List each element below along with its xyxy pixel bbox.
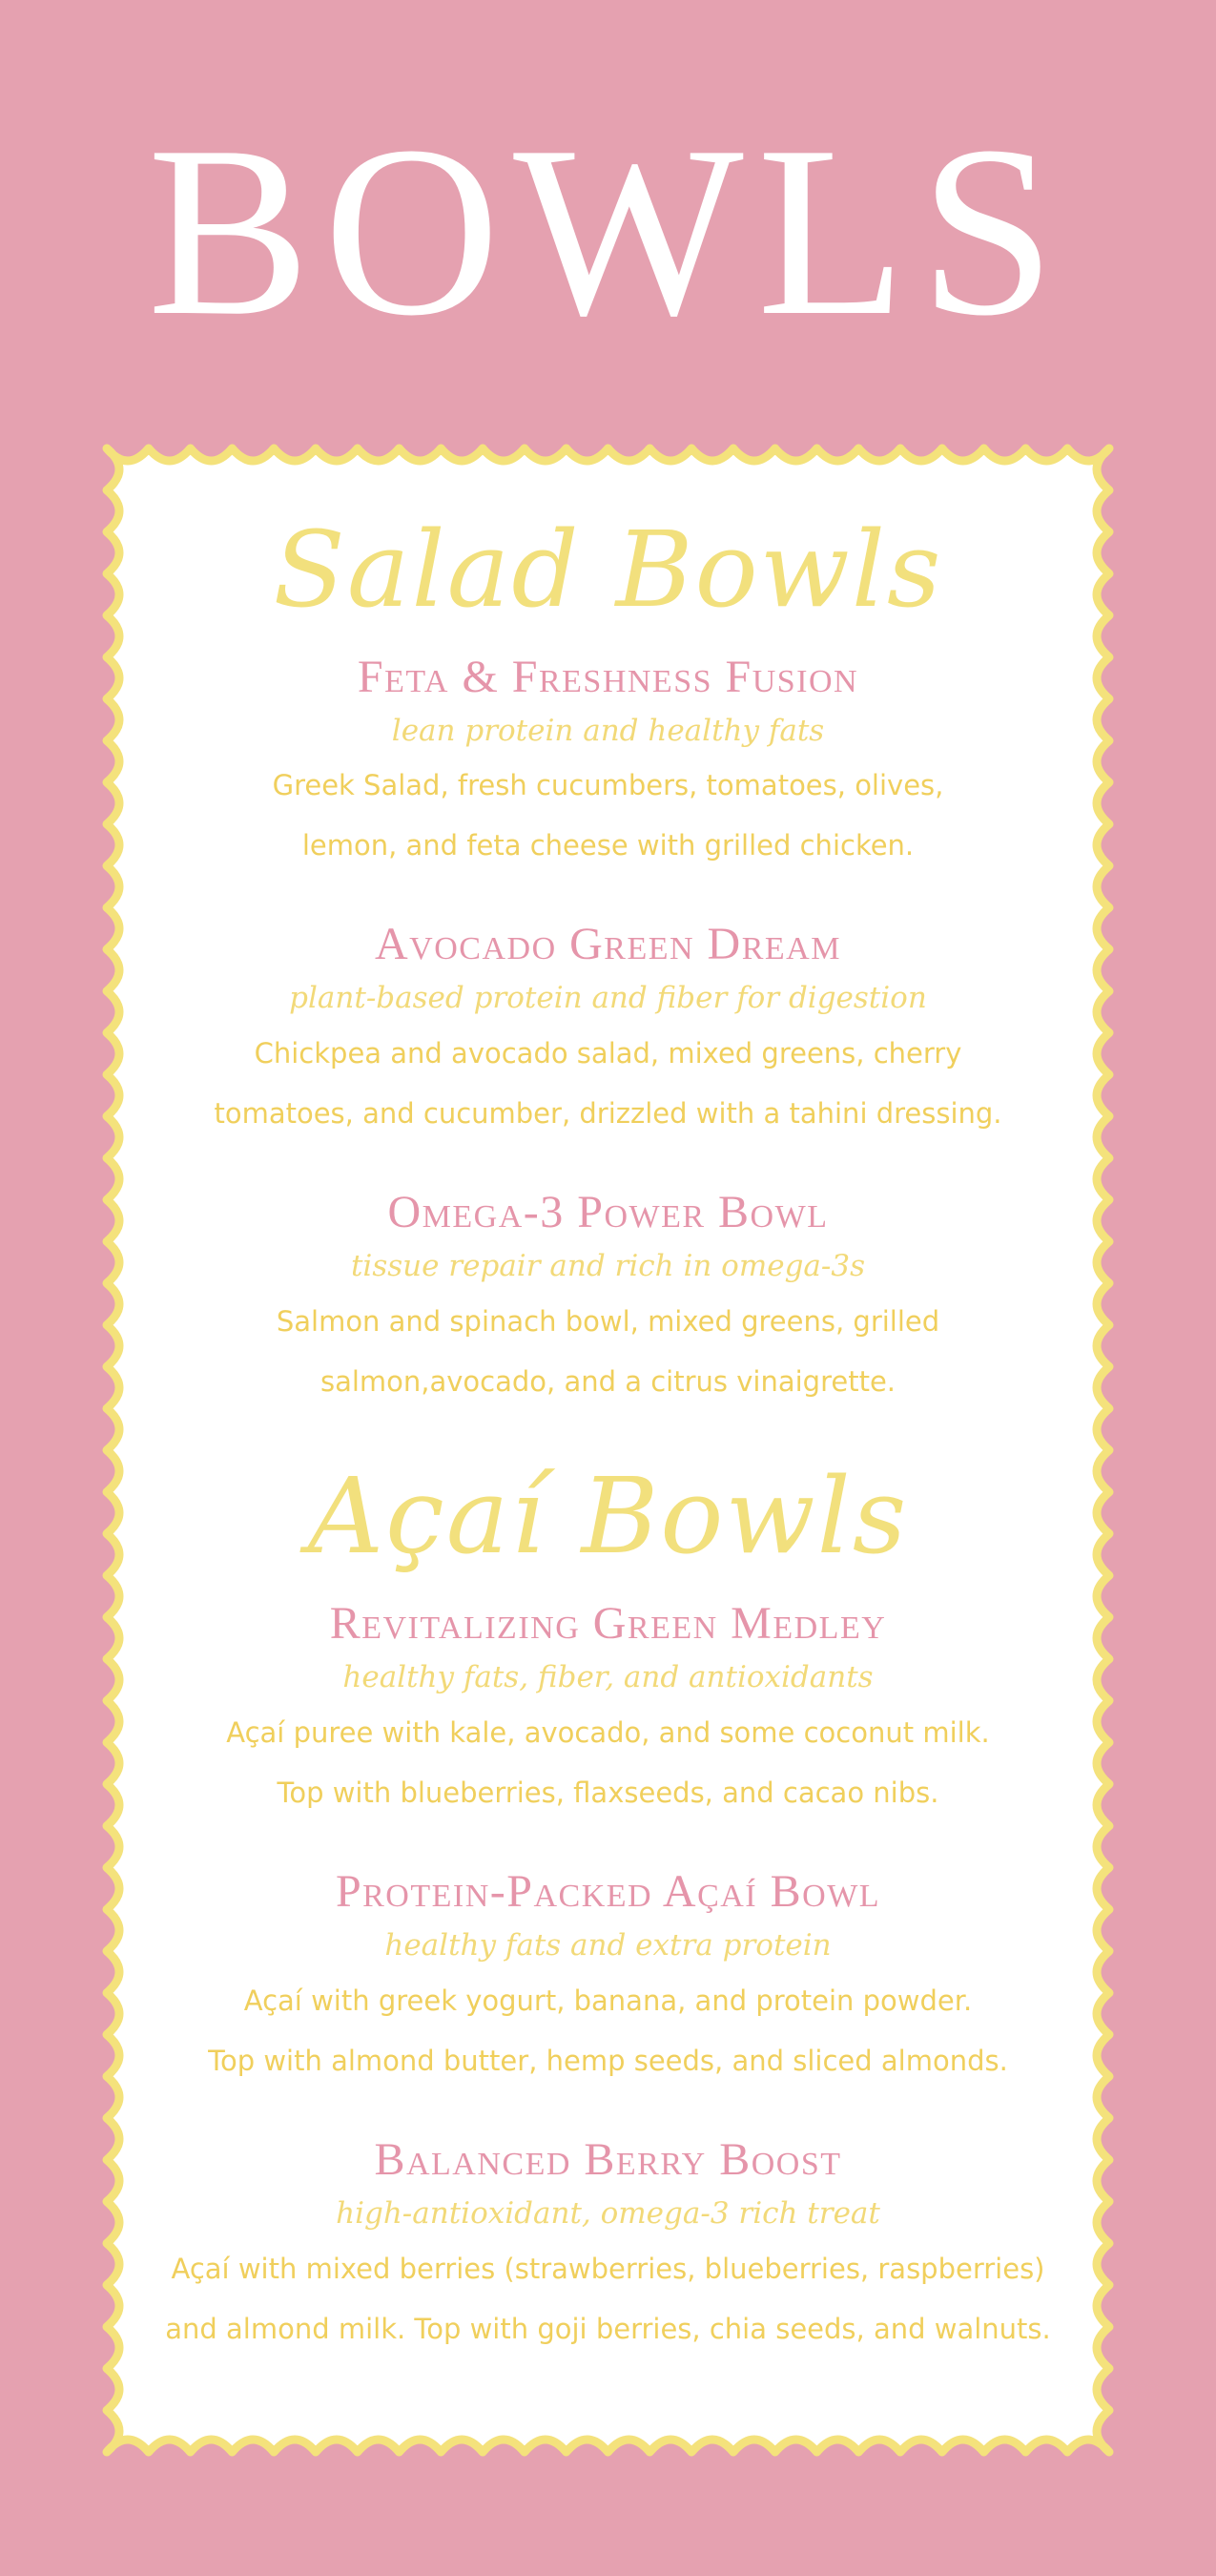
item-name: Revitalizing Green Medley (329, 1597, 887, 1649)
item-description (143, 1024, 1073, 1144)
item-name: Protein-Packed Açaí Bowl (335, 1865, 881, 1917)
menu-item (143, 916, 1073, 1144)
menu-item (143, 1184, 1073, 1412)
item-description (143, 1292, 1073, 1412)
description-line: Chickpea and avocado salad, mixed greens, cherry (254, 1037, 962, 1070)
menu-content (143, 509, 1073, 2399)
item-name: Balanced Berry Boost (374, 2133, 842, 2185)
item-description (143, 1703, 1073, 1823)
section-title: Açaí Bowls (307, 1455, 909, 1578)
menu-item (143, 649, 1073, 877)
item-name: Omega-3 Power Bowl (387, 1187, 829, 1238)
item-name: Avocado Green Dream (375, 919, 841, 970)
item-tagline: healthy fats, fiber, and antioxidants (342, 1659, 874, 1694)
description-line: lemon, and feta cheese with grilled chicken. (301, 829, 915, 862)
menu-item (143, 1863, 1073, 2091)
section-title: Salad Bowls (273, 509, 943, 631)
item-description (143, 1971, 1073, 2091)
item-tagline: high-antioxidant, omega-3 rich treat (336, 2195, 880, 2231)
page-title: BOWLS (147, 96, 1069, 366)
item-tagline: lean protein and healthy fats (391, 713, 825, 748)
description-line: salmon,avocado, and a citrus vinaigrette. (319, 1365, 897, 1399)
menu-item (143, 1595, 1073, 1823)
description-line: Top with almond butter, hemp seeds, and sliced almonds. (208, 2044, 1008, 2077)
description-line: Açaí puree with kale, avocado, and some coconut milk. (226, 1715, 990, 1749)
description-line: Top with blueberries, flaxseeds, and cacao nibs. (277, 1776, 939, 1809)
item-tagline: healthy fats and extra protein (384, 1927, 832, 1963)
section-acai-bowls (143, 1455, 1073, 2358)
item-tagline: tissue repair and rich in omega-3s (350, 1249, 866, 1284)
section-salad-bowls (143, 509, 1073, 1412)
item-description (143, 756, 1073, 876)
description-line: tomatoes, and cucumber, drizzled with a tahini dressing. (214, 1097, 1002, 1131)
item-description (143, 2239, 1073, 2359)
description-line: Greek Salad, fresh cucumbers, tomatoes, olives, (272, 769, 944, 802)
description-line: Açaí with greek yogurt, banana, and protein powder. (243, 1984, 973, 2017)
description-line: Açaí with mixed berries (strawberries, blueberries, raspberries) (171, 2252, 1045, 2285)
item-name: Feta & Freshness Fusion (357, 651, 859, 702)
description-line: and almond milk. Top with goji berries, chia seeds, and walnuts. (165, 2312, 1051, 2345)
menu-item (143, 2131, 1073, 2359)
item-tagline: plant-based protein and fiber for digestion (289, 981, 927, 1016)
description-line: Salmon and spinach bowl, mixed greens, grilled (276, 1305, 940, 1339)
